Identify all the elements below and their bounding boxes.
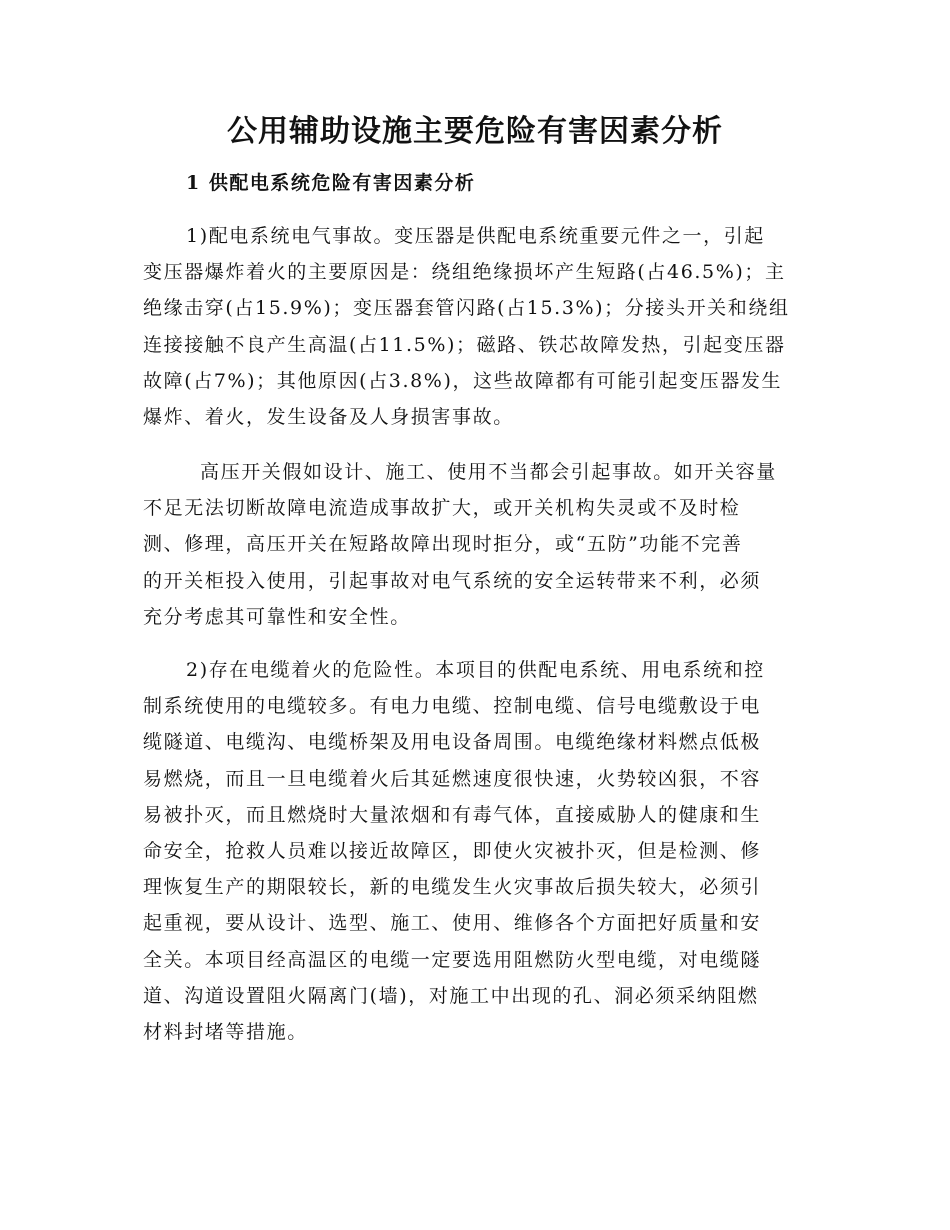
paragraph-line: 不足无法切断故障电流造成事故扩大，或开关机构失灵或不及时检 — [143, 497, 741, 520]
paragraph-line: 变压器爆炸着火的主要原因是：绕组绝缘损坏产生短路(占46.5%)；主 — [143, 261, 786, 284]
paragraph-line: 全关。本项目经高温区的电缆一定要选用阻燃防火型电缆，对电缆隧 — [143, 948, 762, 971]
paragraph-transformer-faults — [143, 218, 807, 435]
paragraph-line: 爆炸、着火，发生设备及人身损害事故。 — [143, 406, 514, 429]
paragraph-line: 起重视，要从设计、选型、施工、使用、维修各个方面把好质量和安 — [143, 912, 762, 935]
paragraph-line: 命安全，抢救人员难以接近故障区，即使火灾被扑灭，但是检测、修 — [143, 840, 762, 863]
paragraph-line: 易燃烧，而且一旦电缆着火后其延燃速度很快速，火势较凶狠，不容 — [143, 767, 762, 790]
paragraph-line: 测、修理，高压开关在短路故障出现时拒分，或“五防”功能不完善 — [143, 533, 743, 556]
document-title: 公用辅助设施主要危险有害因素分析 — [227, 114, 723, 149]
paragraph-line: 的开关柜投入使用，引起事故对电气系统的安全运转带来不利，必须 — [143, 569, 762, 592]
paragraph-high-voltage-switch — [143, 454, 807, 635]
paragraph-line: 高压开关假如设计、施工、使用不当都会引起事故。如开关容量 — [200, 461, 777, 483]
paragraph-line: 故障(占7%)；其他原因(占3.8%)，这些故障都有可能引起变压器发生 — [143, 369, 783, 392]
paragraph-line: 易被扑灭，而且燃烧时大量浓烟和有毒气体，直接威胁人的健康和生 — [143, 803, 762, 826]
paragraph-line: 材料封堵等措施。 — [143, 1021, 308, 1044]
paragraph-line: 充分考虑其可靠性和安全性。 — [143, 605, 411, 628]
paragraph-line: 1)配电系统电气事故。变压器是供配电系统重要元件之一，引起 — [186, 225, 765, 247]
paragraph-line: 缆隧道、电缆沟、电缆桥架及用电设备周围。电缆绝缘材料燃点低极 — [143, 731, 762, 754]
paragraph-line: 绝缘击穿(占15.9%)；变压器套管闪路(占15.3%)；分接头开关和绕组 — [143, 297, 790, 320]
paragraph-line: 理恢复生产的期限较长，新的电缆发生火灾事故后损失较大，必须引 — [143, 876, 762, 899]
paragraph-line: 道、沟道设置阻火隔离门(墙)，对施工中出现的孔、洞必须采纳阻燃 — [143, 984, 759, 1007]
paragraph-line: 连接接触不良产生高温(占11.5%)；磁路、铁芯故障发热，引起变压器 — [143, 333, 786, 356]
section-heading: 1 供配电系统危险有害因素分析 — [186, 172, 476, 194]
paragraph-cable-fire — [143, 652, 807, 1050]
paragraph-line: 制系统使用的电缆较多。有电力电缆、控制电缆、信号电缆敷设于电 — [143, 695, 762, 718]
paragraph-line: 2)存在电缆着火的危险性。本项目的供配电系统、用电系统和控 — [186, 659, 765, 681]
